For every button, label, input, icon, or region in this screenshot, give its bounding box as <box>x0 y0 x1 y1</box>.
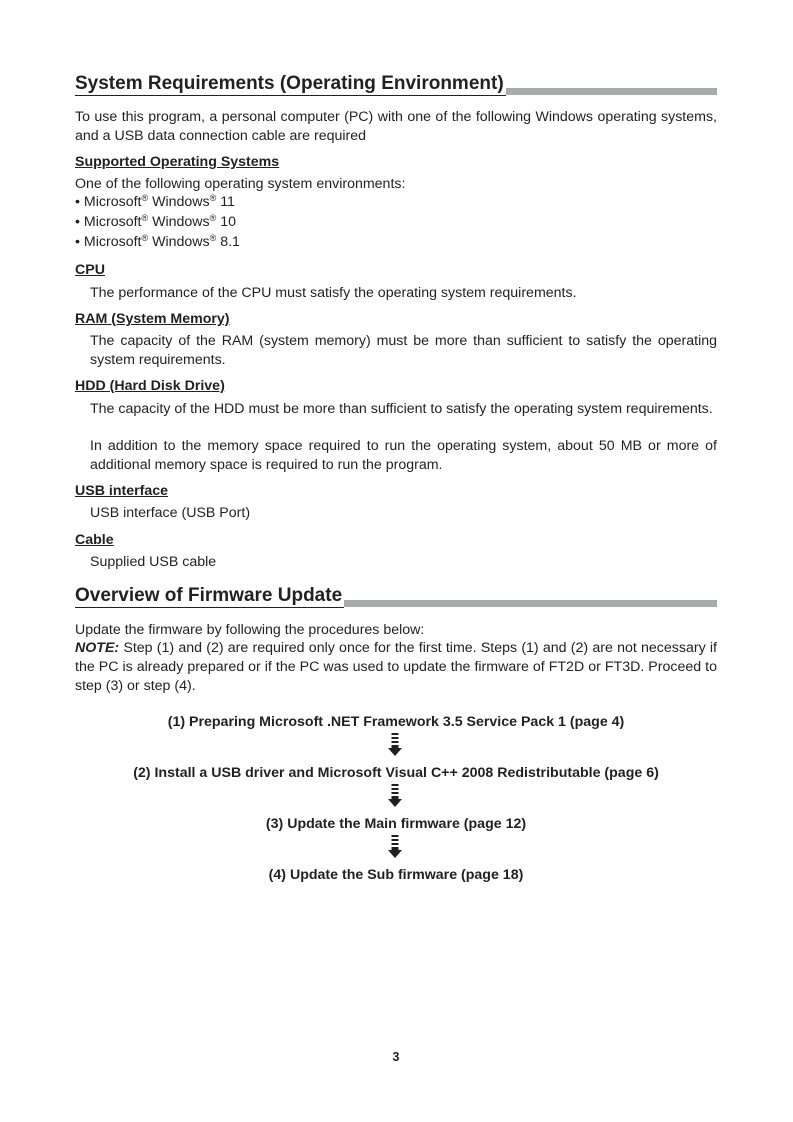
intro-paragraph: To use this program, a personal computer (PC) with one of the following Windows operating systems, and a USB data connection cable are required <box>75 109 717 144</box>
cable-text: Supplied USB cable <box>90 554 217 570</box>
cpu-text: The performance of the CPU must satisfy the operating system requirements. <box>90 285 577 301</box>
down-arrow-icon <box>388 784 402 808</box>
down-arrow-icon <box>388 733 402 757</box>
hdd-text-2: In addition to the memory space required to run the operating system, about 50 MB or more of additional memory space is required to run the program. <box>90 438 717 473</box>
step-4: (4) Update the Sub firmware (page 18) <box>268 867 524 883</box>
down-arrow-icon <box>388 835 402 859</box>
subheading-cable: Cable <box>75 532 114 548</box>
subheading-ram: RAM (System Memory) <box>75 311 230 327</box>
subheading-hdd: HDD (Hard Disk Drive) <box>75 378 225 394</box>
list-item: • Microsoft® Windows® 11 <box>75 193 235 210</box>
usb-text: USB interface (USB Port) <box>90 505 251 521</box>
page-number: 3 <box>392 1050 400 1064</box>
step-2: (2) Install a USB driver and Microsoft Visual C++ 2008 Redistributable (page 6) <box>133 765 659 781</box>
os-lead-text: One of the following operating system environments: <box>75 176 406 192</box>
list-item: • Microsoft® Windows® 10 <box>75 213 236 230</box>
section-title: System Requirements (Operating Environment) <box>75 73 504 94</box>
list-item: • Microsoft® Windows® 8.1 <box>75 233 240 250</box>
subheading-supported-os: Supported Operating Systems <box>75 154 280 170</box>
note-paragraph <box>75 639 717 696</box>
step-1: (1) Preparing Microsoft .NET Framework 3.5 Service Pack 1 (page 4) <box>167 714 625 730</box>
hdd-text-1: The capacity of the HDD must be more than sufficient to satisfy the operating system requirements. <box>90 401 713 417</box>
section-title: Overview of Firmware Update <box>75 585 343 606</box>
note-label: NOTE: <box>75 640 120 656</box>
overview-intro: Update the firmware by following the procedures below: <box>75 622 425 638</box>
ram-text: The capacity of the RAM (system memory) must be more than sufficient to satisfy the operating system requirements. <box>90 333 717 368</box>
subheading-cpu: CPU <box>75 262 105 278</box>
step-3: (3) Update the Main firmware (page 12) <box>265 816 527 832</box>
section-header-firmware-overview <box>75 586 717 610</box>
note-text: Step (1) and (2) are required only once for the first time. Steps (1) and (2) are not necessary if the PC is already prepared or if the PC was used to update the firmware of FT2D or FT3D. Proceed to step (3) or step (4). <box>75 640 717 694</box>
section-header-system-requirements <box>75 74 717 98</box>
subheading-usb: USB interface <box>75 483 169 499</box>
